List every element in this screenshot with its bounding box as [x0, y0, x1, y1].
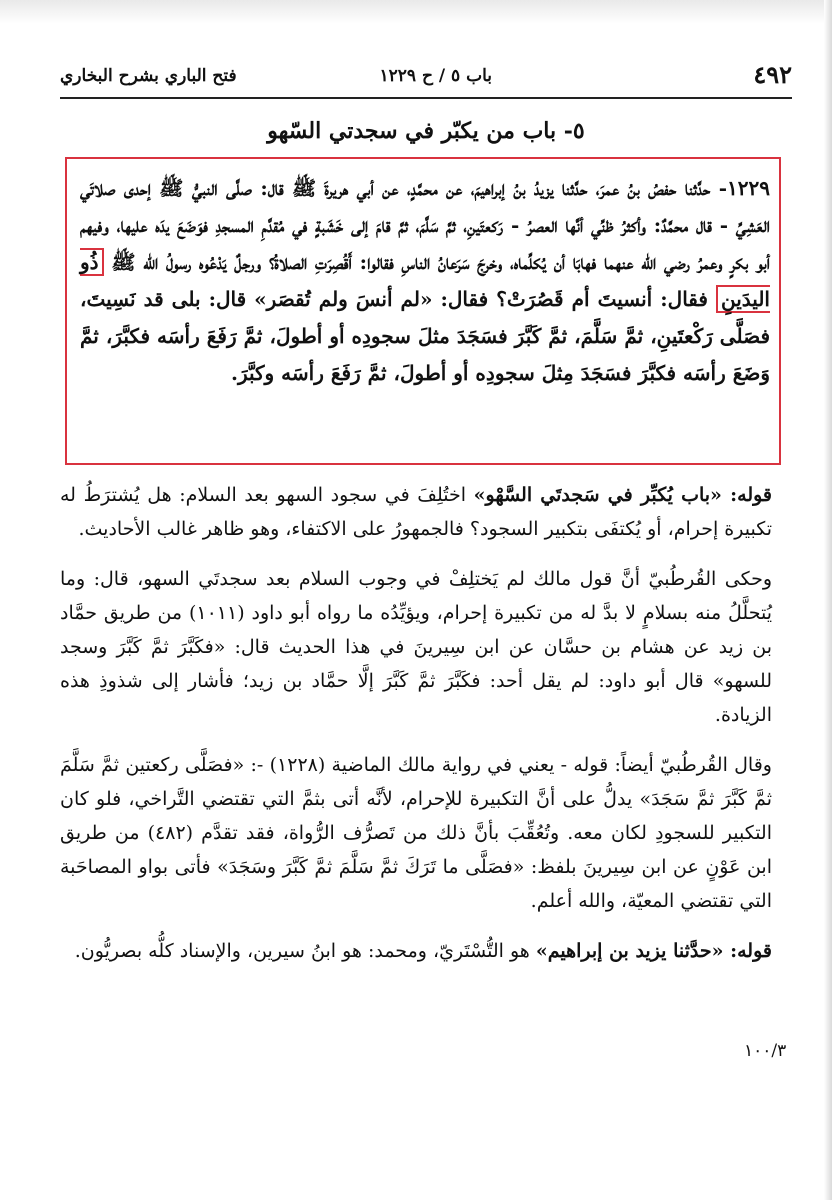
commentary-paragraph-3 — [60, 748, 772, 918]
page-number: ٤٩٢ — [753, 60, 792, 89]
margin-reference: ١٠٠/٣ — [744, 1041, 787, 1061]
commentary — [60, 478, 772, 984]
page-right-edge-shadow — [824, 0, 832, 1200]
commentary-text-1: اختُلِفَ في سجود السهو بعد السلام: هل يُشترَطُ له تكبيرة إحرام، أو يُكتفَى بتكبير السجود؟ فالجمهورُ على الاكتفاء، وهو ظاهر غالب الأحاديث. — [60, 484, 772, 540]
highlighted-name: ذُو اليدَينِ — [80, 250, 770, 311]
running-header — [60, 60, 792, 94]
page-edge-shadow — [0, 0, 832, 24]
commentary-paragraph-1 — [60, 478, 772, 546]
commentary-text-4: هو التُّسْتَريّ، ومحمد: هو ابنُ سيرين، والإسناد كلُّه بصريُّون. — [74, 940, 530, 962]
commentary-lead-1: قوله: «باب يُكبِّر في سَجدتَي السَّهْو» — [473, 484, 773, 506]
commentary-lead-4: قوله: «حدَّثنا يزيد بن إبراهيم» — [535, 940, 772, 962]
book-title: فتح الباري بشرح البخاري — [60, 66, 237, 86]
commentary-paragraph-4 — [60, 934, 772, 968]
hadith-text-part2: فقال: أنسيتَ أم قَصُرَتْ؟ فقال: «لم أنسَ ولم تُقصَر» قال: بلى قد نَسِيتَ، فصَلَّى رَكْعتَينِ، ثمَّ سَلَّمَ، ثمَّ كَبَّرَ فسَجَدَ مثلَ سجودِه أو أطولَ، ثمَّ رَفَعَ رأسَه فكبَّرَ، ثمَّ وَضَعَ رأسَه فكبَّرَ فسَجَدَ مِثلَ سجودِه أو أطولَ، ثمَّ رَفَعَ رأسَه وكبَّرَ. — [80, 287, 770, 385]
chapter-reference: باب ٥ / ح ١٢٢٩ — [379, 66, 492, 86]
commentary-paragraph-2 — [60, 562, 772, 732]
chapter-heading: ٥- باب من يكبّر في سجدتي السّهو — [267, 118, 585, 144]
commentary-text-2: وحكى القُرطُبيّ أنَّ قول مالك لم يَختلِفْ في وجوب السلام بعد سجدتَي السهو، قال: وما يُتحلَّلُ منه بسلامٍ لا بدَّ له من تكبيرة إحرام، ويؤيِّدُه ما رواه أبو داود (١٠١١) من طريق حمَّاد بن زيد عن هشام بن حسَّان عن ابن سِيرينَ في هذا الحديث قال: «فكَبَّرَ ثمَّ كَبَّرَ وسجد للسهو» قال أبو داود: لم يقل أحد: فكَبَّرَ ثمَّ كَبَّرَ إلَّا حمَّاد بن زيد؛ فأشار إلى شذوذِ هذه الزيادة. — [60, 568, 772, 726]
header-rule — [60, 97, 792, 99]
hadith-text — [80, 170, 770, 392]
hadith-text-part1: ١٢٢٩- حدَّثنا حفصُ بنُ عمرَ، حدَّثنا يزيدُ بنُ إبراهيمَ، عن محمَّدٍ، عن أبي هريرةَ ﷺ قال: صلَّى النبيُّ ﷺ إحدى صلاتَي العَشِيِّ - قال محمَّدٌ: وأكثرُ ظنِّي أنَّها العصرُ - رَكعتَينِ، ثمَّ سَلَّمَ، ثمَّ قامَ إلى خَشَبةٍ في مُقدَّمِ المسجدِ فوَضَعَ يدَه عليها، وفيهم أبو بكرٍ وعمرُ رضي الله عنهما فهابَا أن يُكلِّماه، وخرجَ سَرَعانُ الناسِ فقالوا: أَقُصِرَتِ الصلاةُ؟ ورجلٌ يَدْعُوه رسولُ الله ﷺ — [80, 176, 770, 274]
commentary-text-3: وقال القُرطُبيّ أيضاً: قوله - يعني في رواية مالك الماضية (١٢٢٨) -: «فصَلَّى ركعتين ثمَّ سَلَّمَ ثمَّ كَبَّرَ ثمَّ سَجَدَ» يدلُّ على أنَّ التكبيرة للإحرام، لأنَّه أتى بثمَّ التي تقتضي التَّراخي، فلو كان التكبير للسجودِ لكان معه. وتُعُقِّبَ بأنَّ ذلك من تَصرُّف الرُّواة، فقد تقدَّم (٤٨٢) من طريق ابن عَوْنٍ عن ابن سِيرينَ بلفظ: «فصَلَّى ما تَرَكَ ثمَّ سَلَّمَ ثمَّ كَبَّرَ وسَجَدَ» فأتى بواو المصاحَبة التي تقتضي المعيّة، والله أعلم. — [60, 754, 773, 912]
